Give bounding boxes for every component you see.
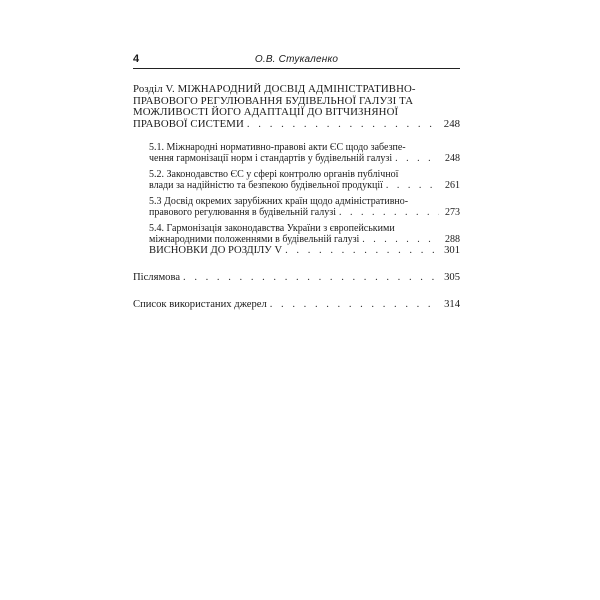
toc-page-number: 305 <box>444 272 460 283</box>
toc-afterword-entry[interactable] <box>133 272 460 283</box>
toc-subsection-line: 5.2. Законодавство ЄС у сфері контролю органів публічної <box>149 169 399 180</box>
toc-chapter-line: ПРАВОВОЇ СИСТЕМИ <box>133 117 244 130</box>
table-of-contents <box>133 84 460 310</box>
toc-page-number: 273 <box>445 207 460 218</box>
toc-subsections <box>133 142 460 256</box>
toc-subsection-line: влади за надійністю та безпекою будівельної продукції <box>149 180 383 191</box>
running-title: О.В. Стукаленко <box>254 54 339 65</box>
toc-references-label: Список використаних джерел <box>133 299 267 310</box>
toc-chapter-entry[interactable] <box>133 84 460 130</box>
toc-subsection-line: 5.4. Гармонізація законодавства України з європейськими <box>149 223 395 234</box>
toc-page-number: 314 <box>444 299 460 310</box>
toc-references-entry[interactable] <box>133 299 460 310</box>
toc-subsection-line: правового регулювання в будівельній галузі <box>149 207 336 218</box>
dot-leader <box>247 119 439 131</box>
dot-leader <box>339 207 439 218</box>
toc-subsection-line: чення гармонізації норм і стандартів у будівельній галузі <box>149 153 393 164</box>
dot-leader <box>362 234 439 245</box>
dot-leader <box>285 245 439 256</box>
dot-leader <box>395 153 439 164</box>
toc-chapter-line: ПРАВОВОГО РЕГУЛЮВАННЯ БУДІВЕЛЬНОЇ ГАЛУЗІ ТА <box>133 94 414 107</box>
toc-subsection-line: міжнародними положеннями в будівельній галузі <box>149 234 360 245</box>
toc-page-number: 261 <box>445 180 460 191</box>
toc-subsection-entry[interactable] <box>149 142 460 164</box>
toc-subsection-entry[interactable] <box>149 196 460 218</box>
toc-chapter-line: МОЖЛИВОСТІ ЙОГО АДАПТАЦІЇ ДО ВІТЧИЗНЯНОЇ <box>133 106 399 118</box>
toc-page-number: 288 <box>445 234 460 245</box>
toc-subsection-line: 5.1. Міжнародні нормативно-правові акти ЄС щодо забезпе- <box>149 142 406 153</box>
page-number: 4 <box>133 53 140 65</box>
toc-subsection-entry[interactable] <box>149 223 460 245</box>
toc-subsection-line: 5.3 Досвід окремих зарубіжних країн щодо адміністративно- <box>149 196 409 207</box>
page-header <box>133 54 460 69</box>
toc-subsection-entry[interactable] <box>149 169 460 191</box>
toc-page-number: 248 <box>445 153 460 164</box>
toc-afterword-label: Післямова <box>133 272 181 283</box>
dot-leader <box>386 180 439 191</box>
toc-chapter-line: Розділ V. МІЖНАРОДНИЙ ДОСВІД АДМІНІСТРАТИВНО- <box>133 83 416 95</box>
toc-conclusion-entry[interactable] <box>149 245 460 256</box>
dot-leader <box>270 299 439 310</box>
toc-page-number: 248 <box>443 117 460 130</box>
dot-leader <box>183 272 439 283</box>
toc-page-number: 301 <box>444 245 460 256</box>
toc-conclusion-label: ВИСНОВКИ ДО РОЗДІЛУ V <box>149 245 283 256</box>
